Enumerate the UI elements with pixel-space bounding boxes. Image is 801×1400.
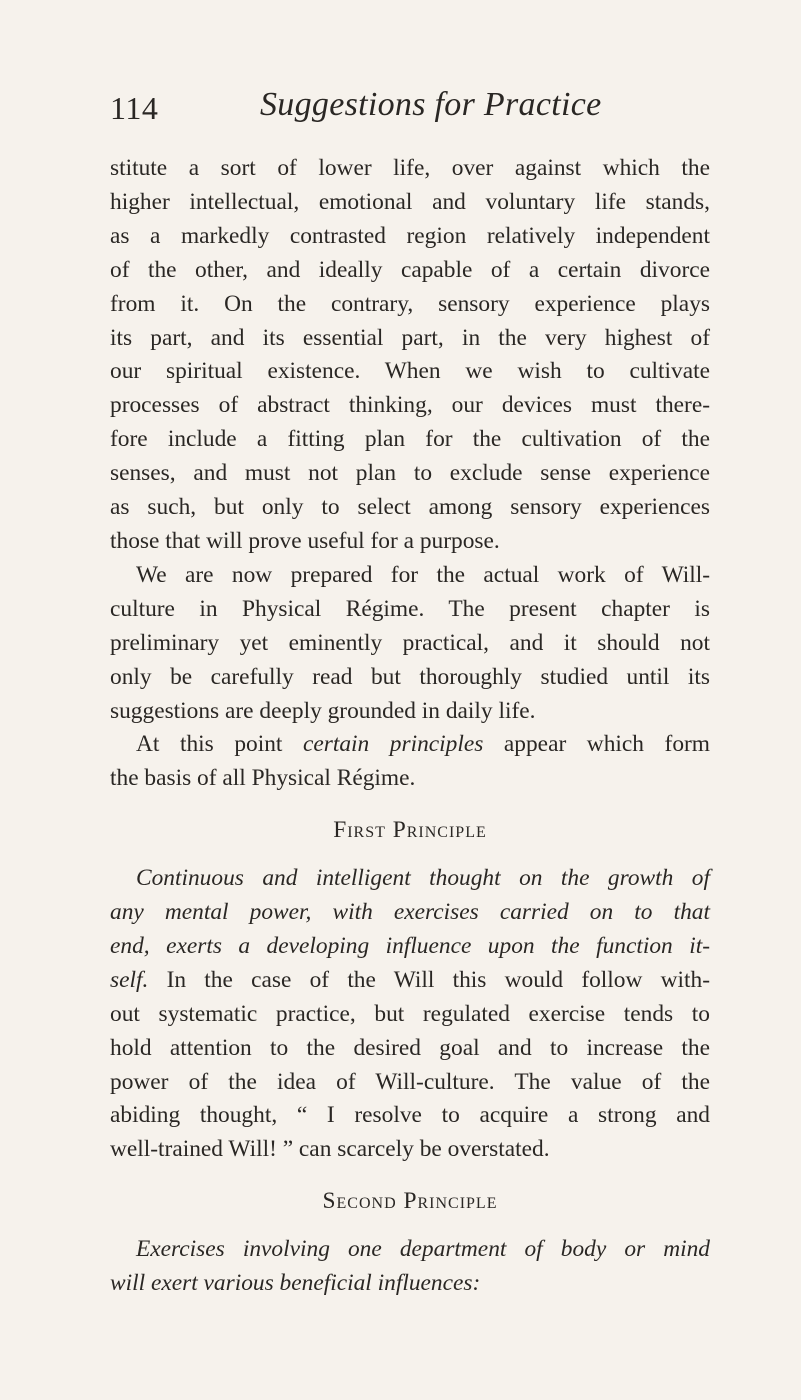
emphasis: Exercises involving one department of body or mind <box>136 1236 710 1263</box>
text-line: those that will prove useful for a purpose. <box>110 527 500 554</box>
text-line: out systematic practice, but regulated exercise tends to <box>110 1000 710 1027</box>
paragraph-2 <box>110 559 710 729</box>
body-text <box>110 152 710 1301</box>
text-line: senses, and must not plan to exclude sense experience <box>110 460 710 487</box>
emphasis: Continuous and intelligent thought on the growth of <box>136 865 710 892</box>
running-head: Suggestions for Practice <box>260 86 602 123</box>
text-line <box>110 728 710 762</box>
text-line: hold attention to the desired goal and to increase the <box>110 1034 710 1061</box>
text-line <box>110 1233 710 1267</box>
section-heading-first-principle: First Principle <box>333 817 487 844</box>
text-line: power of the idea of Will-culture. The value of the <box>110 1068 710 1095</box>
page-header <box>110 86 710 130</box>
text-line: the basis of all Physical Régime. <box>110 765 416 792</box>
paragraph-3 <box>110 728 710 796</box>
text-line: We are now prepared for the actual work of Will- <box>136 561 710 588</box>
text-line <box>110 930 710 964</box>
emphasis: self. <box>110 966 149 993</box>
text-line: culture in Physical Régime. The present chapter is <box>110 595 710 622</box>
emphasis: will exert various beneficial influences: <box>110 1270 481 1297</box>
text-line: preliminary yet eminently practical, and it should not <box>110 629 710 656</box>
text-line: of the other, and ideally capable of a certain divorce <box>110 256 710 283</box>
emphasis: certain principles <box>302 731 484 758</box>
text-segment: In the case of the Will this would follow with- <box>148 966 710 993</box>
text-line <box>110 964 710 998</box>
paragraph-1 <box>110 152 710 559</box>
text-line: suggestions are deeply grounded in daily life. <box>110 697 536 724</box>
text-line: only be carefully read but thoroughly studied until its <box>110 663 710 690</box>
paragraph-first-principle <box>110 862 710 1167</box>
paragraph-second-principle <box>110 1233 710 1301</box>
text-line: higher intellectual, emotional and voluntary life stands, <box>110 188 710 215</box>
emphasis: end, exerts a developing influence upon the function it- <box>110 932 710 959</box>
text-segment: At this point <box>136 731 303 758</box>
page-number: 114 <box>110 90 159 126</box>
text-line: its part, and its essential part, in the very highest of <box>110 324 710 351</box>
text-line: as such, but only to select among sensory experiences <box>110 494 710 521</box>
text-line: stitute a sort of lower life, over against which the <box>110 155 710 181</box>
text-line <box>110 1267 710 1301</box>
emphasis: any mental power, with exercises carried on to that <box>110 899 710 926</box>
text-line <box>110 862 710 896</box>
text-line: processes of abstract thinking, our devices must there- <box>110 392 710 419</box>
section-heading-second-principle: Second Principle <box>322 1188 498 1215</box>
text-line: as a markedly contrasted region relatively independent <box>110 222 710 249</box>
text-line: abiding thought, “ I resolve to acquire a strong and <box>110 1102 710 1129</box>
text-line: from it. On the contrary, sensory experience plays <box>110 290 710 317</box>
text-line: well-trained Will! ” can scarcely be overstated. <box>110 1136 550 1163</box>
text-line: fore include a fitting plan for the cultivation of the <box>110 426 710 453</box>
text-segment: appear which form <box>483 731 710 758</box>
text-line: our spiritual existence. When we wish to cultivate <box>110 358 710 385</box>
text-line <box>110 896 710 930</box>
